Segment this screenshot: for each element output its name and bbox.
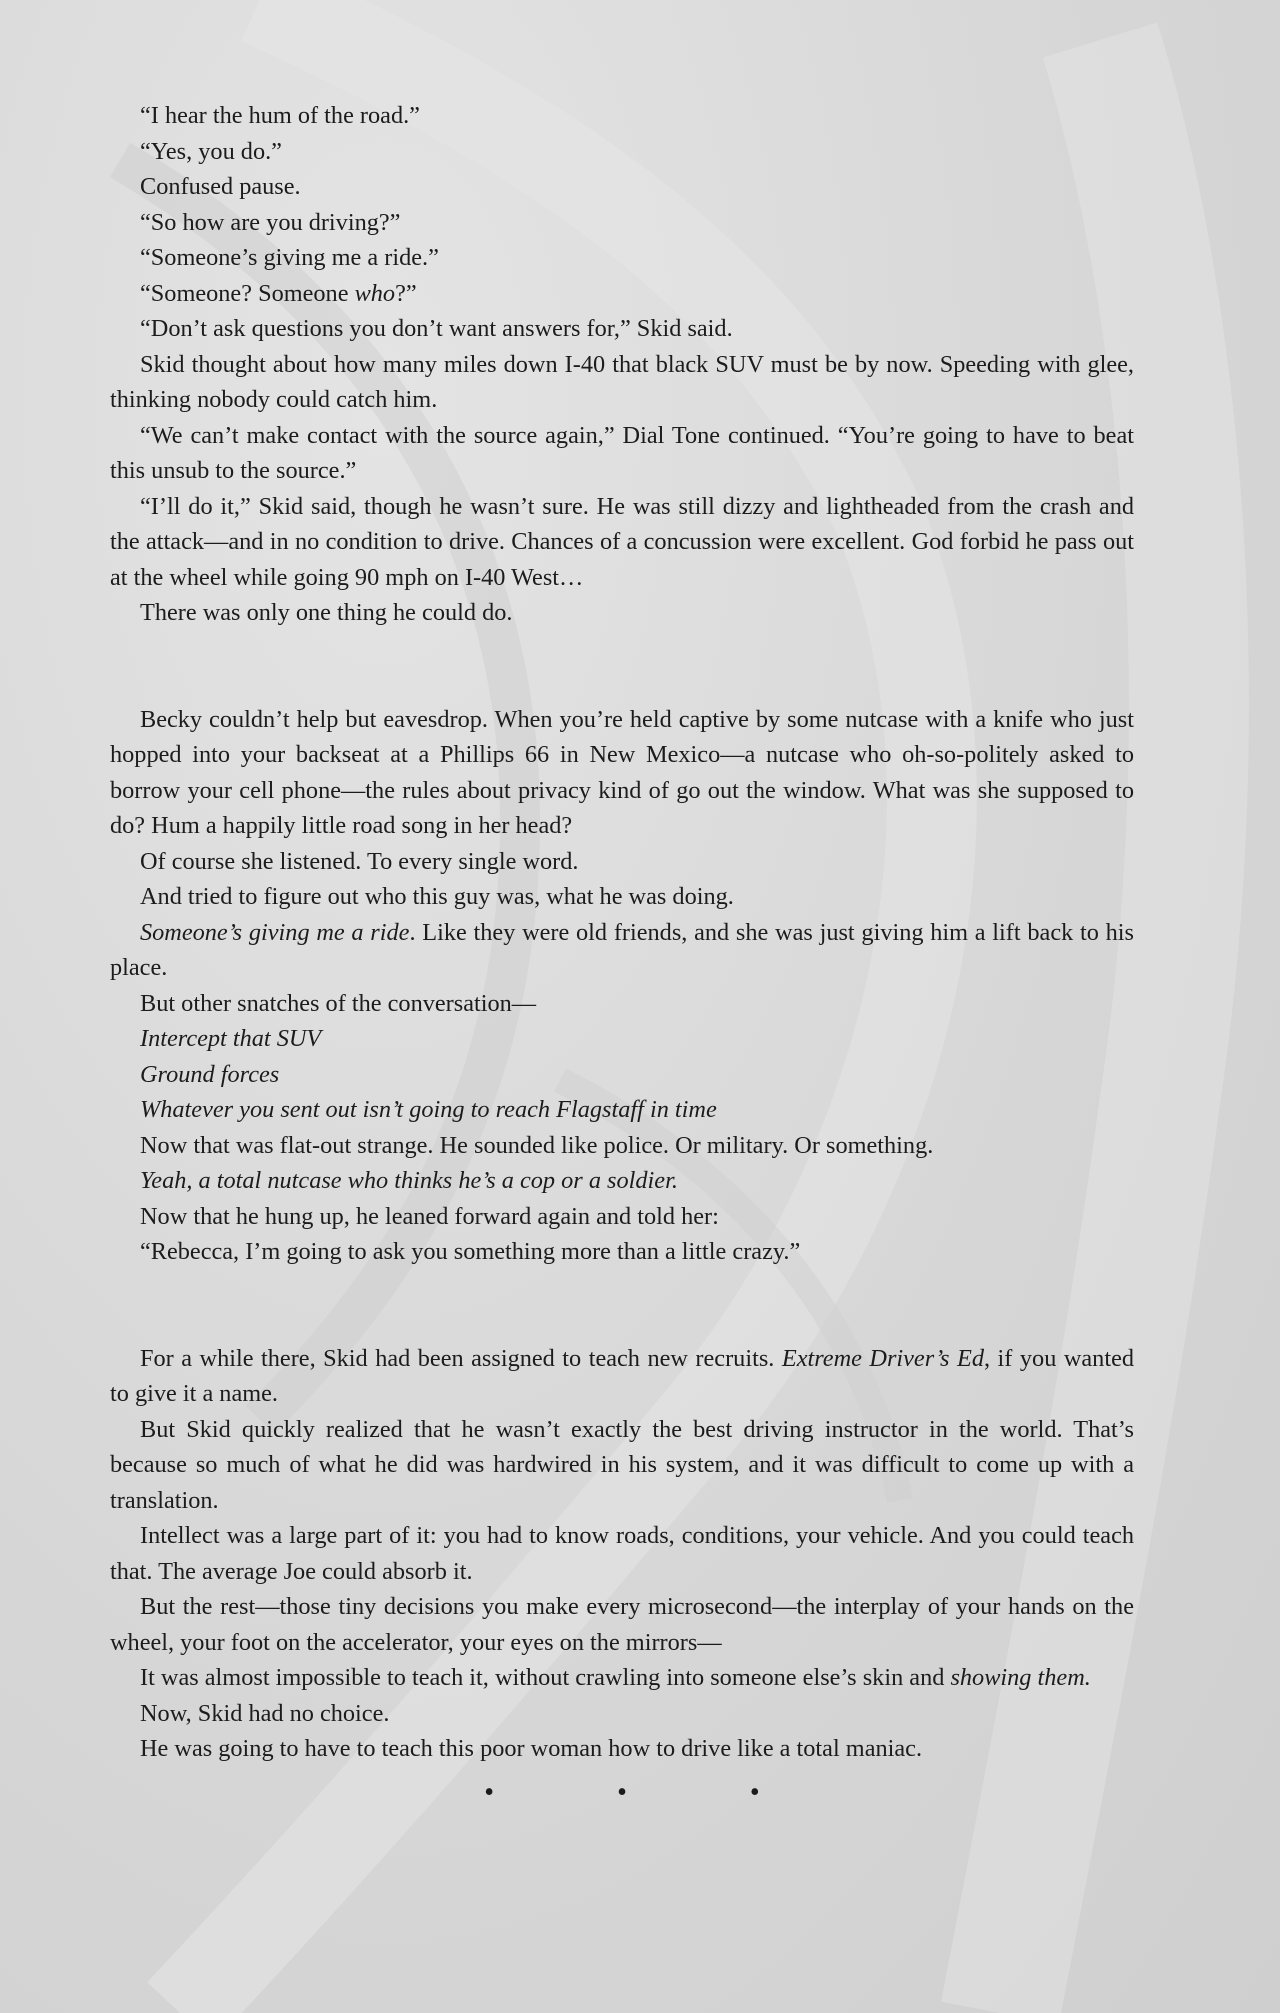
- paragraph: [110, 915, 1134, 986]
- text-run: “Don’t ask questions you don’t want answers for,” Skid said.: [140, 315, 733, 342]
- paragraph: [110, 276, 1134, 312]
- paragraph: [110, 1412, 1134, 1519]
- text-run: “We can’t make contact with the source again,” Dial Tone continued. “You’re going to have to beat this unsub to the source.”: [110, 421, 1134, 484]
- section-break: [110, 1270, 1134, 1341]
- paragraph: [110, 1341, 1134, 1412]
- italic-text: showing them.: [950, 1664, 1091, 1691]
- paragraph: [110, 347, 1134, 418]
- italic-text: Yeah, a total nutcase who thinks he’s a cop or a soldier.: [140, 1167, 678, 1194]
- text-run: Confused pause.: [140, 173, 301, 200]
- paragraph: [110, 311, 1134, 347]
- italic-text: Intercept that SUV: [140, 1025, 322, 1052]
- text-run: “Someone’s giving me a ride.”: [140, 244, 439, 271]
- text-run: “Someone? Someone: [140, 279, 355, 307]
- text-run: “So how are you driving?”: [140, 208, 401, 236]
- paragraph: [110, 240, 1134, 276]
- paragraph: [110, 1057, 1134, 1093]
- text-run: It was almost impossible to teach it, without crawling into someone else’s skin and: [140, 1664, 951, 1691]
- italic-text: Whatever you sent out isn’t going to reach Flagstaff in time: [140, 1096, 717, 1123]
- text-run: , if you wanted to give it a name.: [110, 1344, 1134, 1407]
- ornament-dots: • • •: [484, 1776, 818, 1808]
- section-becky: [110, 702, 1134, 1270]
- paragraph: [110, 205, 1134, 241]
- paragraph: [110, 169, 1134, 205]
- paragraph: [110, 1731, 1134, 1767]
- paragraph: [110, 1021, 1134, 1057]
- italic-text: Someone’s giving me a ride: [140, 918, 410, 946]
- text-run: “Rebecca, I’m going to ask you something more than a little crazy.”: [140, 1238, 801, 1265]
- paragraph: [110, 1199, 1134, 1235]
- text-run: There was only one thing he could do.: [140, 599, 513, 626]
- section-phone-call: [110, 98, 1134, 631]
- paragraph: [110, 98, 1134, 134]
- section-break: [110, 631, 1134, 702]
- text-run: Skid thought about how many miles down I-40 that black SUV must be by now. Speeding with glee, thinking nobody could catch him.: [110, 350, 1134, 413]
- paragraph: [110, 879, 1134, 915]
- page-text: [110, 98, 1134, 1810]
- text-run: He was going to have to teach this poor woman how to drive like a total maniac.: [140, 1735, 923, 1762]
- italic-text: who: [354, 279, 396, 307]
- text-run: And tried to figure out who this guy was, what he was doing.: [140, 883, 734, 910]
- italic-text: Ground forces: [140, 1060, 280, 1088]
- paragraph: [110, 1092, 1134, 1128]
- text-run: Intellect was a large part of it: you had to know roads, conditions, your vehicle. And you could teach that. The average Joe could absorb it.: [110, 1522, 1134, 1585]
- paragraph: [110, 1128, 1134, 1164]
- text-run: ?”: [395, 279, 417, 307]
- text-run: But other snatches of the conversation—: [140, 989, 537, 1017]
- text-run: “I hear the hum of the road.”: [140, 102, 420, 129]
- text-run: But the rest—those tiny decisions you make every microsecond—the interplay of your hands on the wheel, your foot on the accelerator, your eyes on the mirrors—: [110, 1593, 1134, 1656]
- text-run: But Skid quickly realized that he wasn’t exactly the best driving instructor in the world. That’s because so much of what he did was hardwired in his system, and it was difficult to come up with a translation.: [110, 1415, 1134, 1514]
- paragraph: [110, 1518, 1134, 1589]
- text-run: “Yes, you do.”: [140, 137, 282, 165]
- paragraph: [110, 1163, 1134, 1199]
- text-run: Becky couldn’t help but eavesdrop. When you’re held captive by some nutcase with a knife who just hopped into your backseat at a Phillips 66 in New Mexico—a nutcase who oh-so-politely asked to borrow your cell phone—the rules about privacy kind of go out the window. What was she supposed to do? Hum a happily little road song in her head?: [110, 705, 1134, 839]
- text-run: . Like they were old friends, and she was just giving him a lift back to his place.: [110, 918, 1134, 981]
- paragraph: [110, 134, 1134, 170]
- text-run: “I’ll do it,” Skid said, though he wasn’t sure. He was still dizzy and lightheaded from the crash and the attack—and in no condition to drive. Chances of a concussion were excellent. God forbid he pass out at the wheel while going 90 mph on I-40 West…: [110, 492, 1134, 591]
- text-run: Now that was flat-out strange. He sounded like police. Or military. Or something.: [140, 1131, 934, 1159]
- text-run: Now that he hung up, he leaned forward again and told her:: [140, 1202, 719, 1230]
- paragraph: [110, 702, 1134, 844]
- paragraph: [110, 489, 1134, 596]
- paragraph: [110, 986, 1134, 1022]
- paragraph: [110, 1660, 1134, 1696]
- italic-text: Extreme Driver’s Ed: [781, 1344, 984, 1372]
- section-driving-lesson: [110, 1341, 1134, 1767]
- paragraph: [110, 844, 1134, 880]
- paragraph: [110, 1234, 1134, 1270]
- text-run: Of course she listened. To every single word.: [140, 847, 579, 875]
- paragraph: [110, 418, 1134, 489]
- paragraph: [110, 595, 1134, 631]
- text-run: For a while there, Skid had been assigned to teach new recruits.: [140, 1344, 782, 1372]
- text-run: Now, Skid had no choice.: [140, 1699, 390, 1727]
- paragraph: [110, 1696, 1134, 1732]
- paragraph: [110, 1589, 1134, 1660]
